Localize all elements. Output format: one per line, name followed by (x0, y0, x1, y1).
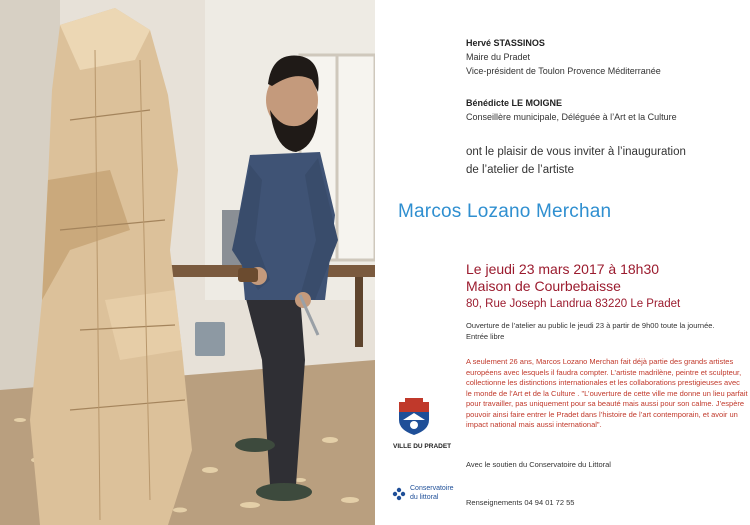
host-title: Conseillère municipale, Déléguée à l’Art et la Culture (466, 112, 677, 122)
town-logo-label: VILLE DU PRADET (393, 443, 452, 450)
contact-line (466, 497, 746, 508)
host-name: Bénédicte LE MOIGNE (466, 98, 563, 108)
description-line: A seulement 26 ans, Marcos Lozano Merchan fait déjà partie des grands artistes (466, 357, 734, 366)
opening-info (466, 320, 748, 342)
conservatoire-logo (392, 485, 454, 502)
invitation-text (466, 143, 746, 179)
description-line: le monde de l’Art et de la Culture . "L’ouverture de cette ville me donne un lieu parfait (466, 388, 748, 398)
conservatoire-label (410, 485, 454, 502)
event-date-time: Le jeudi 23 mars 2017 à 18h30 (466, 261, 660, 277)
opening-line: Ouverture de l’atelier au public le jeudi 23 à partir de 9h00 toute la journée. (466, 321, 715, 330)
description-line: pouvoir ainsi faire entrer le Pradet dans l’histoire de l’art contemporain, et avoir un (466, 409, 738, 419)
entry-free: Entrée libre (466, 332, 505, 341)
event-venue: Maison de Courbebaisse (466, 278, 621, 294)
town-logo (393, 398, 452, 450)
conservatoire-label-line: du littoral (410, 493, 439, 501)
host-block-2 (466, 96, 746, 124)
phone-info: Renseignements 04 94 01 72 55 (466, 498, 575, 507)
sponsor-text: Avec le soutien du Conservatoire du Littoral (466, 460, 611, 469)
description-line: pour travailler, pas uniquement pour sa beauté mais aussi pour son calme. J’espère (466, 399, 745, 408)
sponsor-line (466, 459, 746, 470)
event-address: 80, Rue Joseph Landrua 83220 Le Pradet (466, 298, 681, 310)
invitation-line: ont le plaisir de vous inviter à l’inauguration (466, 146, 686, 158)
description-line: collectionne les distinctions internationales et les collaborations prestigieuses avec (466, 378, 740, 387)
host-title: Vice-président de Toulon Provence Méditerranée (466, 66, 661, 76)
flower-icon (392, 487, 406, 501)
description-line: européens avec lesquels il faudra compter. L’artiste madrilène, peintre et sculpteur, (466, 367, 742, 377)
event-details (466, 261, 746, 310)
host-name: Hervé STASSINOS (466, 38, 545, 48)
artist-name: Marcos Lozano Merchan (398, 201, 612, 222)
crest-icon (393, 398, 435, 436)
artist-description (466, 357, 748, 431)
host-block-1 (466, 36, 746, 78)
invitation-line: de l’atelier de l’artiste (466, 164, 575, 176)
host-title: Maire du Pradet (466, 52, 531, 62)
description-line: impact national mais aussi international". (466, 420, 602, 429)
conservatoire-label-line: Conservatoire (410, 485, 454, 492)
